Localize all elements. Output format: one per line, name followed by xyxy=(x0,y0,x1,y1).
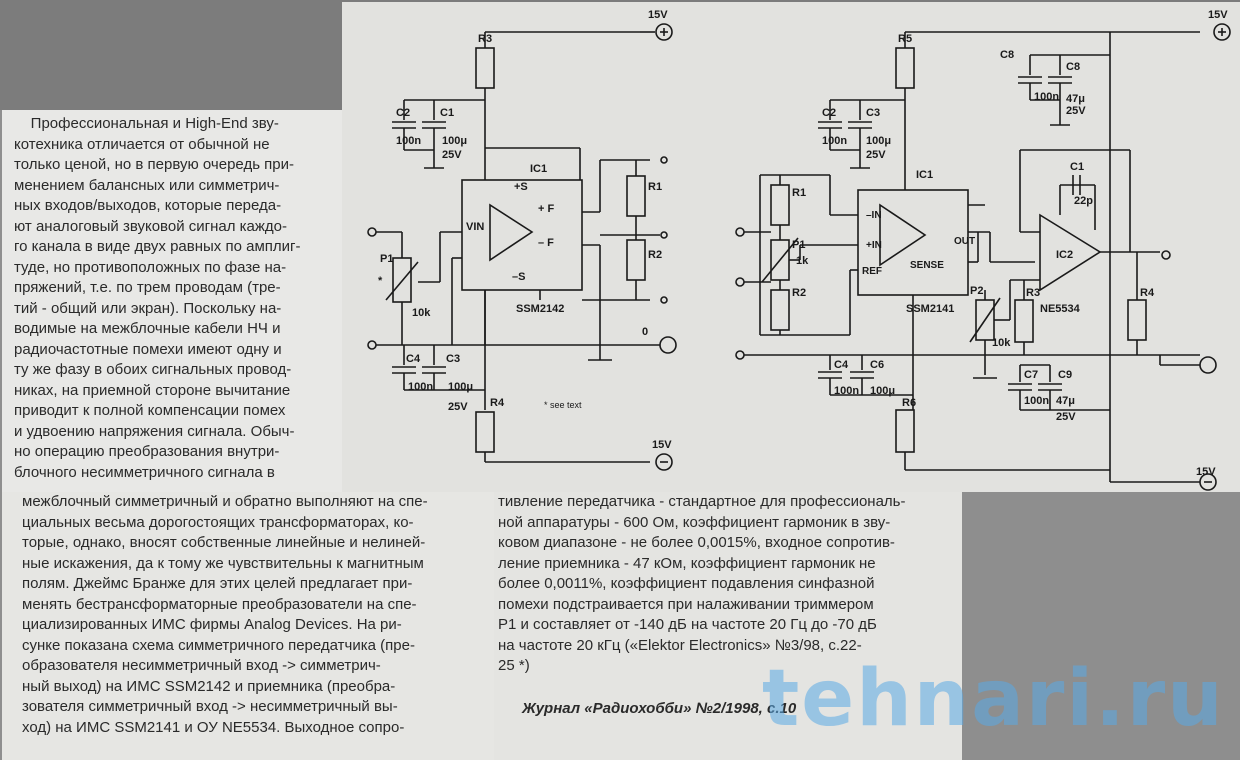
rx-c4v: 100n xyxy=(834,385,860,397)
tx-fm: – F xyxy=(538,237,554,249)
text-line: ной аппаратуры - 600 Ом, коэффициент гармоник в зву- xyxy=(498,513,891,531)
rx-p2v: 10k xyxy=(992,337,1011,349)
text-line: только ценой, но в первую очередь при- xyxy=(14,156,295,173)
text-line: водимые на межблочные кабели НЧ и xyxy=(14,320,281,337)
rx-r6: R6 xyxy=(902,397,917,409)
rx-c1v: 22p xyxy=(1074,195,1093,207)
rx-p1v: 1k xyxy=(796,255,809,267)
rx-in-plus: +IN xyxy=(866,240,882,251)
rx-c8bw: 25V xyxy=(1066,105,1086,117)
text-line: 25 *) xyxy=(498,657,530,674)
text-line: тивление передатчика - стандартное для профессиональ- xyxy=(498,493,906,510)
rx-c9v: 47μ xyxy=(1056,395,1075,407)
text-line: ковом диапазоне - не более 0,0015%, входное сопротив- xyxy=(498,534,895,551)
tx-p1: P1 xyxy=(380,253,394,265)
rx-plus-15v-label: 15V xyxy=(1208,9,1228,21)
text-line: и удвоению напряжения сигнала. Обыч- xyxy=(14,422,295,440)
text-line: циализированных ИМС фирмы Analog Devices. На ри- xyxy=(22,616,402,633)
tx-c1w: 25V xyxy=(442,149,462,161)
tx-p1v: 10k xyxy=(412,307,431,319)
rx-c7: C7 xyxy=(1024,369,1039,381)
tx-r1: R1 xyxy=(648,181,663,193)
text-line: ный выход) на ИМС SSM2142 и приемника (преобра- xyxy=(22,677,396,695)
rx-c8bv: 47μ xyxy=(1066,93,1085,105)
text-line: межблочный симметричный и обратно выполняют на спе- xyxy=(22,493,428,510)
text-line: зователя симметричный вход -> несимметричный вы- xyxy=(22,698,398,715)
rx-ref: REF xyxy=(862,266,882,277)
tx-c2v: 100n xyxy=(396,135,422,147)
text-line: полям. Джеймс Бранже для этих целей предлагает при- xyxy=(22,575,413,592)
tx-r2: R2 xyxy=(648,249,663,261)
text-line: но операцию преобразования внутри- xyxy=(14,443,280,460)
left-text-column xyxy=(14,114,300,483)
rx-c9: C9 xyxy=(1058,369,1073,381)
tx-c4v: 100n xyxy=(408,381,434,393)
rx-c5: C6 xyxy=(870,359,885,371)
rx-chip2: NE5534 xyxy=(1040,303,1080,315)
rx-c3v: 100μ xyxy=(866,135,892,147)
middle-text-column xyxy=(22,492,428,738)
rx-sense: SENSE xyxy=(910,260,944,271)
tx-sp: +S xyxy=(514,181,528,193)
tx-ic1: IC1 xyxy=(530,163,548,175)
text-line: тий - общий или экран). Поскольку на- xyxy=(14,299,282,317)
text-line: туде, но противоположных по фазе на- xyxy=(14,258,287,276)
text-line: торые, однако, вносят собственные линейные и нелиней- xyxy=(22,534,426,551)
rx-p2: P2 xyxy=(970,285,984,297)
rx-r5: R5 xyxy=(898,33,913,45)
tx-c1v: 100μ xyxy=(442,135,468,147)
text-line: циальных весьма дорогостоящих трансформаторах, ко- xyxy=(22,513,414,531)
tx-chip: SSM2142 xyxy=(516,303,565,315)
tx-r4: R4 xyxy=(490,397,505,409)
text-line: ные искажения, да к тому же чувствительны к магнитным xyxy=(22,554,424,572)
tx-plus-15v-label: 15V xyxy=(648,9,668,21)
text-line: го канала в виде двух равных по амплиг- xyxy=(14,238,301,255)
text-line: пряжений, т.е. по трем проводам (тре- xyxy=(14,279,281,296)
rx-c9w: 25V xyxy=(1056,411,1076,423)
tx-minus-15v-label: 15V xyxy=(652,439,672,451)
text-line: никах, на приемной стороне вычитание xyxy=(14,381,291,399)
rx-c8b: C8 xyxy=(1066,61,1081,73)
text-line: более 0,0011%, коэффициент подавления синфазной xyxy=(498,575,875,592)
text-line: ход) на ИМС SSM2141 и ОУ NE5534. Выходное сопро- xyxy=(22,718,405,736)
rx-in-minus: –IN xyxy=(866,210,882,221)
text-line: Р1 и составляет от -140 дБ на частоте 20 Гц до -70 дБ xyxy=(498,616,877,633)
tx-star: * xyxy=(378,275,383,287)
text-line: ют аналоговый звуковой сигнал каждо- xyxy=(14,217,288,235)
text-line: образователя несимметричный вход -> симметрич- xyxy=(22,657,381,674)
tx-sm: –S xyxy=(512,271,526,283)
rx-ic1: IC1 xyxy=(916,169,934,181)
rx-c2v: 100n xyxy=(822,135,848,147)
site-watermark: tehnari.ru xyxy=(762,654,1225,744)
source-caption: Журнал «Радиохобби» №2/1998, с.10 xyxy=(522,700,797,717)
rx-r4: R4 xyxy=(1140,287,1155,299)
text-line: на частоте 20 кГц («Elektor Electronics» №3/98, с.22- xyxy=(498,636,862,654)
text-line: блочного несимметричного сигнала в xyxy=(14,463,275,481)
tx-r3: R3 xyxy=(478,33,493,45)
text-line: менять бестрансформаторные преобразователи на спе- xyxy=(22,595,417,613)
rx-c3w: 25V xyxy=(866,149,886,161)
rx-ic2: IC2 xyxy=(1056,249,1074,261)
rx-c8v: 100n xyxy=(1034,91,1060,103)
rx-c3: C3 xyxy=(866,107,881,119)
tx-ground-label: 0 xyxy=(642,326,649,338)
rx-out: OUT xyxy=(954,236,976,247)
tx-vin: VIN xyxy=(466,221,485,233)
rx-r3: R3 xyxy=(1026,287,1041,299)
tx-c3: C3 xyxy=(446,353,461,365)
rx-p1: P1 xyxy=(792,239,806,251)
text-line: сунке показана схема симметричного передатчика (пре- xyxy=(22,636,415,654)
rx-c7v: 100n xyxy=(1024,395,1050,407)
tx-c1: C1 xyxy=(440,107,455,119)
text-line: ных входов/выходов, которые переда- xyxy=(14,197,282,214)
tx-c3w: 25V xyxy=(448,401,468,413)
tx-c4: C4 xyxy=(406,353,421,365)
rx-r1: R1 xyxy=(792,187,807,199)
text-line: котехника отличается от обычной не xyxy=(14,135,270,153)
tx-c3v: 100μ xyxy=(448,381,474,393)
text-line: менением балансных или симметрич- xyxy=(14,176,280,194)
rx-c8: C8 xyxy=(1000,49,1015,61)
text-line: ление приемника - 47 кОм, коэффициент гармоник не xyxy=(498,554,876,572)
tx-note: * see text xyxy=(544,400,582,410)
rx-minus-15v-label: 15V xyxy=(1196,466,1216,478)
rx-c4: C4 xyxy=(834,359,849,371)
text-line: Профессиональная и High-End зву- xyxy=(14,115,279,132)
rx-chip1: SSM2141 xyxy=(906,303,955,315)
rx-r2: R2 xyxy=(792,287,807,299)
rx-c2: C2 xyxy=(822,107,837,119)
rx-c5v: 100μ xyxy=(870,385,896,397)
tx-fp: + F xyxy=(538,203,555,215)
text-line: приводит к полной компенсации помех xyxy=(14,402,286,419)
tx-c2: C2 xyxy=(396,107,411,119)
text-line: ту же фазу в обоих сигнальных провод- xyxy=(14,361,292,378)
text-line: помехи подстраивается при налаживании триммером xyxy=(498,595,874,613)
rx-c1: C1 xyxy=(1070,161,1085,173)
right-text-column xyxy=(498,492,906,677)
text-line: радиочастотные помехи имеют одну и xyxy=(14,340,282,358)
